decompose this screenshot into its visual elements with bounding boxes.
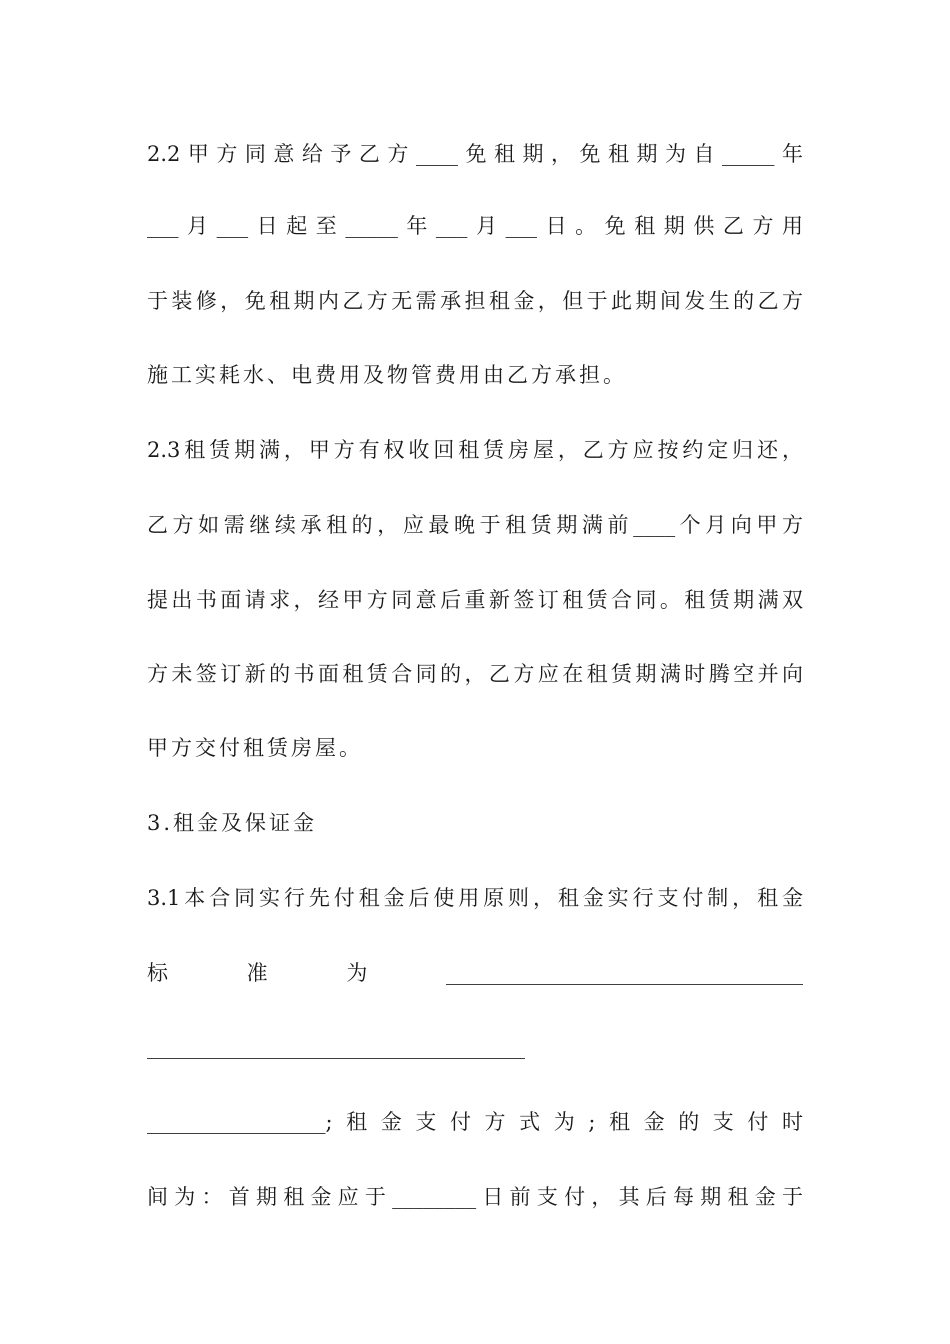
text-line-8: 方未签订新的书面租赁合同的，乙方应在租赁期满时腾空并向 <box>147 662 803 686</box>
text-line-14: _________________;租金支付方式为;租金的支付时 <box>147 1110 803 1134</box>
text-line-7: 提出书面请求，经甲方同意后重新签订租赁合同。租赁期满双 <box>147 588 803 612</box>
text-line-13: ____________________________________ <box>147 1035 525 1059</box>
text-line-2: ___月___日起至_____年___月___日。免租期供乙方用 <box>147 214 803 238</box>
text-line-9: 甲方交付租赁房屋。 <box>147 736 363 760</box>
text-line-6: 乙方如需继续承租的，应最晚于租赁期满前____个月向甲方 <box>147 513 803 537</box>
text-line-3: 于装修，免租期内乙方无需承担租金，但于此期间发生的乙方 <box>147 289 803 313</box>
text-line-4: 施工实耗水、电费用及物管费用由乙方承担。 <box>147 363 627 387</box>
text-line-12: 标准为__________________________________ <box>147 961 803 985</box>
section-heading: 3.租金及保证金 <box>147 811 318 835</box>
text-line-11: 3.1本合同实行先付租金后使用原则，租金实行支付制，租金 <box>147 886 803 910</box>
text-line-15: 间为：首期租金应于________日前支付，其后每期租金于 <box>147 1185 803 1209</box>
text-line-5: 2.3租赁期满，甲方有权收回租赁房屋，乙方应按约定归还， <box>147 438 803 462</box>
text-line-1: 2.2甲方同意给予乙方____免租期，免租期为自_____年 <box>147 142 803 166</box>
